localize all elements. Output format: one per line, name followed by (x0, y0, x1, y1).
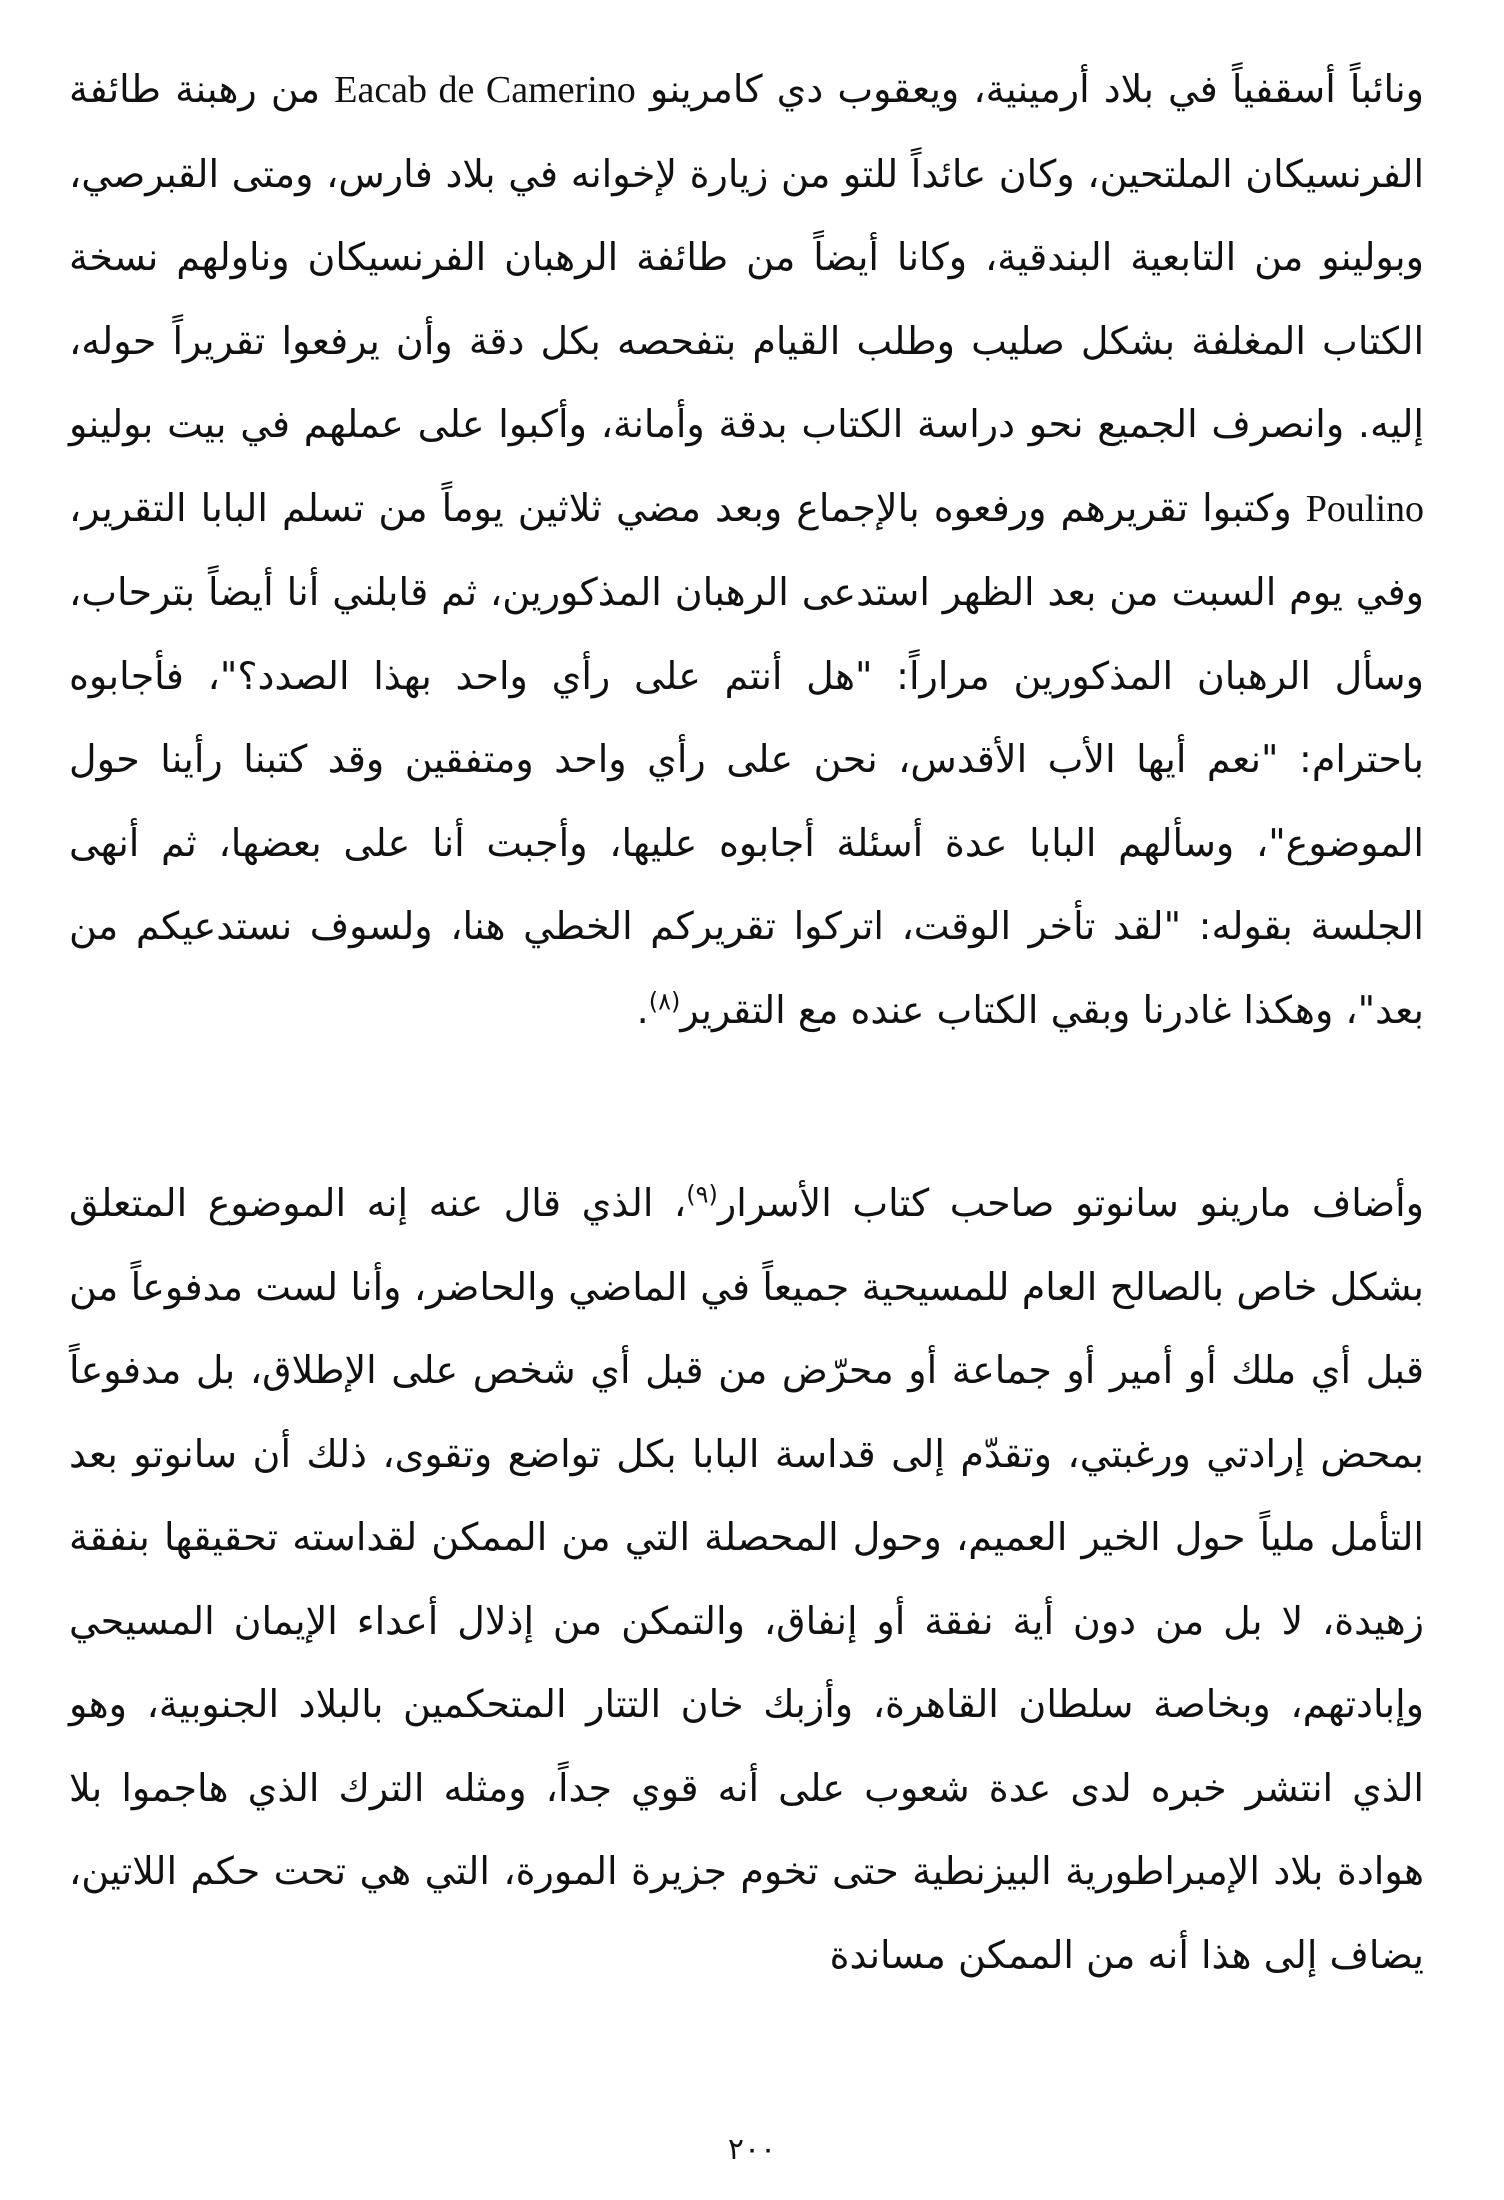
para2-text-a: وأضاف مارينو سانوتو صاحب كتاب الأسرار (717, 1181, 1424, 1225)
para2-text-b: ، الذي قال عنه إنه الموضوع المتعلق بشكل خاص بالصالح العام للمسيحية جميعاً في الماضي والحاضر، وأنا لست مدفوعاً من قبل أي ملك أو أمير أو جماعة أو محرّض من قبل أي شخص على الإطلاق، بل مدفوعاً بمحض إرادتي ورغبتي، وتقدّم إلى قداسة البابا بكل تواضع وتقوى، ذلك أن سانوتو بعد التأمل ملياً حول الخير العميم، وحول المحصلة التي من الممكن لقداسته تحقيقها بنفقة زهيدة، لا بل من دون أية نفقة أو إنفاق، والتمكن من إذلال أعداء الإيمان المسيحي وإبادتهم، وبخاصة سلطان القاهرة، وأزبك خان التتار المتحكمين بالبلاد الجنوبية، وهو الذي انتشر خبره لدى عدة شعوب على أنه قوي جداً، ومثله الترك الذي هاجموا بلا هوادة بلاد الإمبراطورية البيزنطية حتى تخوم جزيرة المورة، التي هي تحت حكم اللاتين، يضاف إلى هذا أنه من الممكن مساندة (69, 1181, 1424, 1977)
para1-text-b: من رهبنة طائفة الفرنسيكان الملتحين، وكان عائداً للتو من زيارة لإخوانه في بلاد فارس، ومتى القبرصي، وبولينو من التابعية البندقية، وكانا أيضاً من طائفة الرهبان الفرنسيكان وناولهم نسخة الكتاب المغلفة بشكل صليب وطلب القيام بتفحصه بكل دقة وأن يرفعوا تقريراً حوله، إليه. وانصرف الجميع نحو دراسة الكتاب بدقة وأمانة، وأكبوا على عملهم في بيت بولينو (69, 67, 1424, 446)
para1-text-c: وكتبوا تقريرهم ورفعوه بالإجماع وبعد مضي ثلاثين يوماً من تسلم البابا التقرير، وفي يوم السبت من بعد الظهر استدعى الرهبان المذكورين، ثم قابلني أنا أيضاً بترحاب، وسأل الرهبان المذكورين مراراً: "هل أنتم على رأي واحد بهذا الصدد؟"، فأجابوه باحترام: "نعم أيها الأب الأقدس، نحن على رأي واحد ومتفقين وقد كتبنا رأينا حول الموضوع"، وسألهم البابا عدة أسئلة أجابوه عليها، وأجبت أنا على بعضها، ثم أنهى الجلسة بقوله: "لقد تأخر الوقت، اتركوا تقريركم الخطي هنا، ولسوف نستدعيكم من بعد"، وهكذا غادرنا وبقي الكتاب عنده مع التقرير (69, 485, 1424, 1032)
para1-text-a: ونائباً أسقفياً في بلاد أرمينية، ويعقوب دي كامرينو (635, 67, 1425, 111)
paragraph-1 (69, 48, 1424, 1052)
para1-text-end: . (636, 987, 649, 1032)
latin-name-camerino: Eacab de Camerino (334, 69, 636, 111)
footnote-ref-8: (٨) (648, 986, 681, 1015)
page-number: ٢٠٠ (727, 2132, 777, 2167)
paragraph-2 (69, 1162, 1424, 1997)
latin-name-poulino: Poulino (1305, 487, 1424, 530)
footnote-ref-9: (٩) (686, 1180, 718, 1209)
